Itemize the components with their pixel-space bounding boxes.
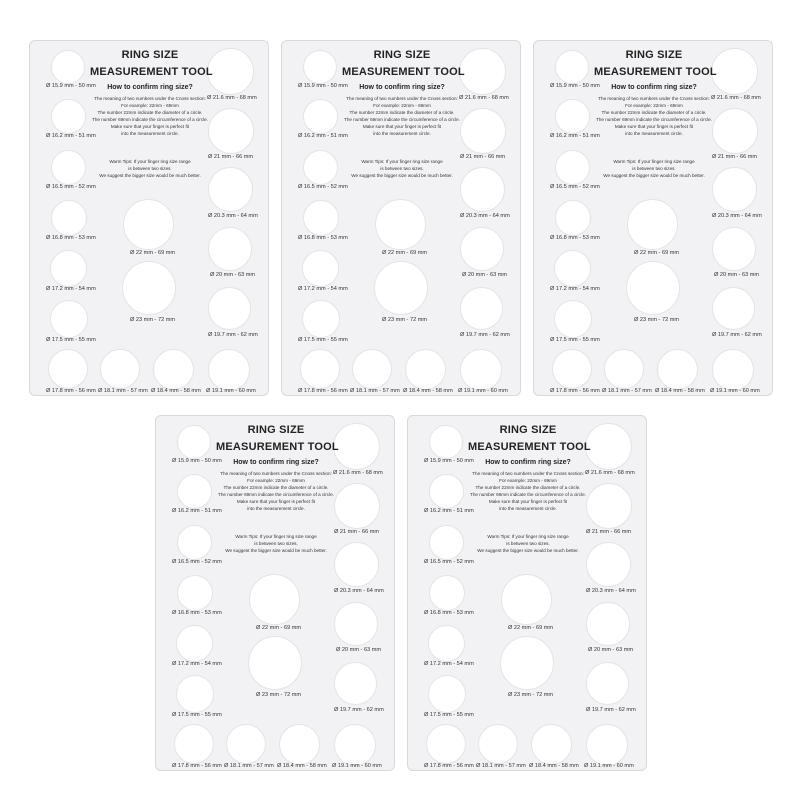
label-15-9: Ø 15.9 mm - 50 mm [424, 458, 474, 464]
label-17-5: Ø 17.5 mm - 55 mm [550, 337, 600, 343]
instruction-line: into the measurement circle. [373, 131, 431, 136]
circle-16-5 [555, 150, 590, 185]
label-22: Ø 22 mm - 69 mm [382, 250, 428, 256]
label-15-9: Ø 15.9 mm - 50 mm [46, 83, 96, 89]
label-16-2: Ø 16.2 mm - 51 mm [298, 133, 348, 139]
circle-15-9 [429, 425, 463, 459]
instruction-line: The meaning of two numbers under the Cnoss section: [220, 471, 332, 476]
instruction-line: into the measurement circle. [121, 131, 179, 136]
tips-line: We suggest the bigger size would be much better. [603, 173, 705, 178]
instruction-line: For example: 22mm - 69mm [499, 478, 557, 483]
title-line-2: MEASUREMENT TOOL [90, 66, 213, 78]
tips-line: is between two sizes. [380, 166, 424, 171]
circle-18-4 [657, 349, 698, 390]
circle-16-2 [429, 474, 464, 509]
circle-17-2 [554, 250, 591, 287]
circle-19-7 [334, 662, 377, 705]
instruction-line: The number 22mm indicate the diameter of a circle. [349, 110, 455, 115]
ring-size-card-4 [155, 415, 395, 771]
label-18-4: Ø 18.4 mm - 58 mm [529, 763, 579, 769]
instruction-line: The number 69mm indicate the circumference of a circle. [596, 117, 712, 122]
circle-16-8 [555, 200, 591, 236]
label-23: Ø 23 mm - 72 mm [382, 317, 428, 323]
label-20: Ø 20 mm - 63 mm [714, 272, 760, 278]
label-22: Ø 22 mm - 69 mm [256, 625, 302, 631]
how-to-heading: How to confirm ring size? [611, 84, 697, 91]
ring-size-card-1 [29, 40, 269, 396]
label-21: Ø 21 mm - 66 mm [334, 529, 380, 535]
circle-17-2 [50, 250, 87, 287]
label-23: Ø 23 mm - 72 mm [508, 692, 554, 698]
circle-18-4 [531, 724, 572, 765]
circle-17-5 [428, 675, 466, 713]
label-19-1: Ø 19.1 mm - 60 mm [332, 763, 382, 769]
circle-16-5 [51, 150, 86, 185]
circle-16-2 [303, 99, 338, 134]
label-20-3: Ø 20.3 mm - 64 mm [586, 588, 636, 594]
circle-22 [501, 574, 552, 625]
circle-23 [500, 636, 554, 690]
ring-size-card-5 [407, 415, 647, 771]
label-17-5: Ø 17.5 mm - 55 mm [172, 712, 222, 718]
circle-15-9 [555, 50, 589, 84]
label-18-4: Ø 18.4 mm - 58 mm [403, 388, 453, 394]
instructions [211, 470, 341, 512]
label-16-2: Ø 16.2 mm - 51 mm [46, 133, 96, 139]
circle-19-1 [586, 724, 628, 766]
label-19-1: Ø 19.1 mm - 60 mm [584, 763, 634, 769]
label-17-2: Ø 17.2 mm - 54 mm [172, 661, 222, 667]
label-19-7: Ø 19.7 mm - 62 mm [586, 707, 636, 713]
label-16-5: Ø 16.5 mm - 52 mm [424, 559, 474, 565]
tips-line: Warm Tips: If your finger ring size range [361, 159, 443, 164]
instruction-line: For example: 22mm - 69mm [373, 103, 431, 108]
label-21-6: Ø 21.6 mm - 68 mm [585, 470, 635, 476]
label-20-3: Ø 20.3 mm - 64 mm [334, 588, 384, 594]
instruction-line: The meaning of two numbers under the Cnoss section: [346, 96, 458, 101]
circle-18-1 [226, 724, 266, 764]
circle-17-8 [174, 724, 214, 764]
title-line-1: RING SIZE [499, 424, 557, 436]
instruction-line: The meaning of two numbers under the Cnoss section: [598, 96, 710, 101]
tips-line: is between two sizes. [632, 166, 676, 171]
instruction-line: The number 22mm indicate the diameter of a circle. [475, 485, 581, 490]
circle-17-5 [176, 675, 214, 713]
label-17-8: Ø 17.8 mm - 56 mm [550, 388, 600, 394]
circle-18-4 [405, 349, 446, 390]
circle-18-1 [100, 349, 140, 389]
label-16-8: Ø 16.8 mm - 53 mm [46, 235, 96, 241]
label-18-1: Ø 18.1 mm - 57 mm [98, 388, 148, 394]
circle-16-2 [51, 99, 86, 134]
circle-16-8 [51, 200, 87, 236]
tips-line: We suggest the bigger size would be much better. [99, 173, 201, 178]
circle-23 [626, 261, 680, 315]
circle-23 [248, 636, 302, 690]
tips-line: We suggest the bigger size would be much better. [351, 173, 453, 178]
circle-17-5 [554, 300, 592, 338]
tips-line: We suggest the bigger size would be much better. [225, 548, 327, 553]
how-to-heading: How to confirm ring size? [233, 459, 319, 466]
label-16-5: Ø 16.5 mm - 52 mm [550, 184, 600, 190]
label-17-2: Ø 17.2 mm - 54 mm [424, 661, 474, 667]
title-line-1: RING SIZE [625, 49, 683, 61]
circle-18-4 [279, 724, 320, 765]
instruction-line: The number 22mm indicate the diameter of a circle. [97, 110, 203, 115]
label-16-8: Ø 16.8 mm - 53 mm [298, 235, 348, 241]
label-21: Ø 21 mm - 66 mm [208, 154, 254, 160]
label-20: Ø 20 mm - 63 mm [210, 272, 256, 278]
instruction-line: The number 69mm indicate the circumference of a circle. [470, 492, 586, 497]
circle-16-2 [555, 99, 590, 134]
instructions [463, 470, 593, 512]
label-18-1: Ø 18.1 mm - 57 mm [224, 763, 274, 769]
tips-line: is between two sizes. [254, 541, 298, 546]
circle-19-1 [712, 349, 754, 391]
label-16-2: Ø 16.2 mm - 51 mm [550, 133, 600, 139]
label-16-2: Ø 16.2 mm - 51 mm [172, 508, 222, 514]
circle-15-9 [303, 50, 337, 84]
label-18-1: Ø 18.1 mm - 57 mm [350, 388, 400, 394]
instruction-line: The number 69mm indicate the circumference of a circle. [344, 117, 460, 122]
label-16-5: Ø 16.5 mm - 52 mm [46, 184, 96, 190]
warm-tips [337, 158, 467, 179]
ring-size-card-2 [281, 40, 521, 396]
label-21-6: Ø 21.6 mm - 68 mm [207, 95, 257, 101]
instruction-line: Make sure that your finger is perfect fit [362, 124, 442, 129]
label-16-5: Ø 16.5 mm - 52 mm [298, 184, 348, 190]
tips-line: is between two sizes. [128, 166, 172, 171]
label-19-7: Ø 19.7 mm - 62 mm [334, 707, 384, 713]
label-15-9: Ø 15.9 mm - 50 mm [298, 83, 348, 89]
label-19-1: Ø 19.1 mm - 60 mm [206, 388, 256, 394]
label-16-8: Ø 16.8 mm - 53 mm [550, 235, 600, 241]
label-21: Ø 21 mm - 66 mm [712, 154, 758, 160]
instructions [85, 95, 215, 137]
tips-line: Warm Tips: If your finger ring size range [109, 159, 191, 164]
circle-16-5 [429, 525, 464, 560]
circle-16-2 [177, 474, 212, 509]
instruction-line: Make sure that your finger is perfect fit [614, 124, 694, 129]
title-line-1: RING SIZE [373, 49, 431, 61]
circle-19-1 [208, 349, 250, 391]
circle-18-1 [352, 349, 392, 389]
label-21-6: Ø 21.6 mm - 68 mm [333, 470, 383, 476]
instruction-line: into the measurement circle. [499, 506, 557, 511]
label-16-5: Ø 16.5 mm - 52 mm [172, 559, 222, 565]
title-line-2: MEASUREMENT TOOL [216, 441, 339, 453]
circle-17-8 [552, 349, 592, 389]
circle-20 [460, 227, 504, 271]
circle-17-8 [300, 349, 340, 389]
tips-line: Warm Tips: If your finger ring size range [235, 534, 317, 539]
circle-17-2 [176, 625, 213, 662]
label-18-1: Ø 18.1 mm - 57 mm [602, 388, 652, 394]
instruction-line: For example: 22mm - 69mm [625, 103, 683, 108]
warm-tips [589, 158, 719, 179]
instruction-line: The meaning of two numbers under the Cnoss section: [472, 471, 584, 476]
circle-19-7 [460, 287, 503, 330]
circle-22 [249, 574, 300, 625]
label-20-3: Ø 20.3 mm - 64 mm [208, 213, 258, 219]
label-17-2: Ø 17.2 mm - 54 mm [550, 286, 600, 292]
label-21: Ø 21 mm - 66 mm [460, 154, 506, 160]
label-22: Ø 22 mm - 69 mm [130, 250, 176, 256]
circle-16-5 [177, 525, 212, 560]
label-18-4: Ø 18.4 mm - 58 mm [277, 763, 327, 769]
circle-17-2 [302, 250, 339, 287]
label-17-2: Ø 17.2 mm - 54 mm [298, 286, 348, 292]
how-to-heading: How to confirm ring size? [107, 84, 193, 91]
instruction-line: For example: 22mm - 69mm [121, 103, 179, 108]
label-18-1: Ø 18.1 mm - 57 mm [476, 763, 526, 769]
tips-line: Warm Tips: If your finger ring size range [613, 159, 695, 164]
circle-23 [374, 261, 428, 315]
title-line-2: MEASUREMENT TOOL [468, 441, 591, 453]
instruction-line: Make sure that your finger is perfect fit [488, 499, 568, 504]
circle-18-4 [153, 349, 194, 390]
instruction-line: The number 22mm indicate the diameter of a circle. [601, 110, 707, 115]
label-19-1: Ø 19.1 mm - 60 mm [710, 388, 760, 394]
label-17-8: Ø 17.8 mm - 56 mm [46, 388, 96, 394]
label-22: Ø 22 mm - 69 mm [634, 250, 680, 256]
label-16-2: Ø 16.2 mm - 51 mm [424, 508, 474, 514]
tips-line: We suggest the bigger size would be much better. [477, 548, 579, 553]
label-19-1: Ø 19.1 mm - 60 mm [458, 388, 508, 394]
instruction-line: The number 69mm indicate the circumference of a circle. [92, 117, 208, 122]
instruction-line: The number 69mm indicate the circumference of a circle. [218, 492, 334, 497]
label-17-5: Ø 17.5 mm - 55 mm [424, 712, 474, 718]
circle-15-9 [177, 425, 211, 459]
label-20-3: Ø 20.3 mm - 64 mm [712, 213, 762, 219]
circle-17-5 [302, 300, 340, 338]
circle-20 [208, 227, 252, 271]
label-17-5: Ø 17.5 mm - 55 mm [46, 337, 96, 343]
title-line-1: RING SIZE [247, 424, 305, 436]
circle-17-8 [48, 349, 88, 389]
circle-16-5 [303, 150, 338, 185]
instruction-line: into the measurement circle. [625, 131, 683, 136]
label-17-5: Ø 17.5 mm - 55 mm [298, 337, 348, 343]
label-19-7: Ø 19.7 mm - 62 mm [460, 332, 510, 338]
circle-23 [122, 261, 176, 315]
label-18-4: Ø 18.4 mm - 58 mm [151, 388, 201, 394]
circle-22 [375, 199, 426, 250]
instructions [589, 95, 719, 137]
instruction-line: The meaning of two numbers under the Cnoss section: [94, 96, 206, 101]
circle-16-8 [429, 575, 465, 611]
instruction-line: Make sure that your finger is perfect fit [110, 124, 190, 129]
label-21: Ø 21 mm - 66 mm [586, 529, 632, 535]
title-line-1: RING SIZE [121, 49, 179, 61]
how-to-heading: How to confirm ring size? [485, 459, 571, 466]
circle-16-8 [177, 575, 213, 611]
warm-tips [463, 533, 593, 554]
circle-20 [334, 602, 378, 646]
label-21-6: Ø 21.6 mm - 68 mm [459, 95, 509, 101]
circle-15-9 [51, 50, 85, 84]
instruction-line: Make sure that your finger is perfect fit [236, 499, 316, 504]
circle-19-7 [208, 287, 251, 330]
tips-line: Warm Tips: If your finger ring size range [487, 534, 569, 539]
circle-20 [586, 602, 630, 646]
circle-18-1 [604, 349, 644, 389]
label-19-7: Ø 19.7 mm - 62 mm [712, 332, 762, 338]
circle-18-1 [478, 724, 518, 764]
label-18-4: Ø 18.4 mm - 58 mm [655, 388, 705, 394]
how-to-heading: How to confirm ring size? [359, 84, 445, 91]
warm-tips [85, 158, 215, 179]
instructions [337, 95, 467, 137]
label-23: Ø 23 mm - 72 mm [256, 692, 302, 698]
label-20-3: Ø 20.3 mm - 64 mm [460, 213, 510, 219]
circle-19-1 [460, 349, 502, 391]
circle-19-7 [712, 287, 755, 330]
warm-tips [211, 533, 341, 554]
circle-17-8 [426, 724, 466, 764]
circle-17-5 [50, 300, 88, 338]
circle-20 [712, 227, 756, 271]
label-15-9: Ø 15.9 mm - 50 mm [172, 458, 222, 464]
circle-16-8 [303, 200, 339, 236]
label-17-8: Ø 17.8 mm - 56 mm [424, 763, 474, 769]
label-17-8: Ø 17.8 mm - 56 mm [298, 388, 348, 394]
label-23: Ø 23 mm - 72 mm [634, 317, 680, 323]
instruction-line: The number 22mm indicate the diameter of a circle. [223, 485, 329, 490]
label-21-6: Ø 21.6 mm - 68 mm [711, 95, 761, 101]
instruction-line: into the measurement circle. [247, 506, 305, 511]
instruction-line: For example: 22mm - 69mm [247, 478, 305, 483]
label-17-8: Ø 17.8 mm - 56 mm [172, 763, 222, 769]
ring-size-card-3 [533, 40, 773, 396]
title-line-2: MEASUREMENT TOOL [594, 66, 717, 78]
label-22: Ø 22 mm - 69 mm [508, 625, 554, 631]
circle-17-2 [428, 625, 465, 662]
label-17-2: Ø 17.2 mm - 54 mm [46, 286, 96, 292]
label-20: Ø 20 mm - 63 mm [336, 647, 382, 653]
label-23: Ø 23 mm - 72 mm [130, 317, 176, 323]
circle-22 [627, 199, 678, 250]
label-20: Ø 20 mm - 63 mm [588, 647, 634, 653]
label-20: Ø 20 mm - 63 mm [462, 272, 508, 278]
circle-19-7 [586, 662, 629, 705]
title-line-2: MEASUREMENT TOOL [342, 66, 465, 78]
label-16-8: Ø 16.8 mm - 53 mm [424, 610, 474, 616]
tips-line: is between two sizes. [506, 541, 550, 546]
label-16-8: Ø 16.8 mm - 53 mm [172, 610, 222, 616]
circle-22 [123, 199, 174, 250]
label-19-7: Ø 19.7 mm - 62 mm [208, 332, 258, 338]
circle-19-1 [334, 724, 376, 766]
label-15-9: Ø 15.9 mm - 50 mm [550, 83, 600, 89]
